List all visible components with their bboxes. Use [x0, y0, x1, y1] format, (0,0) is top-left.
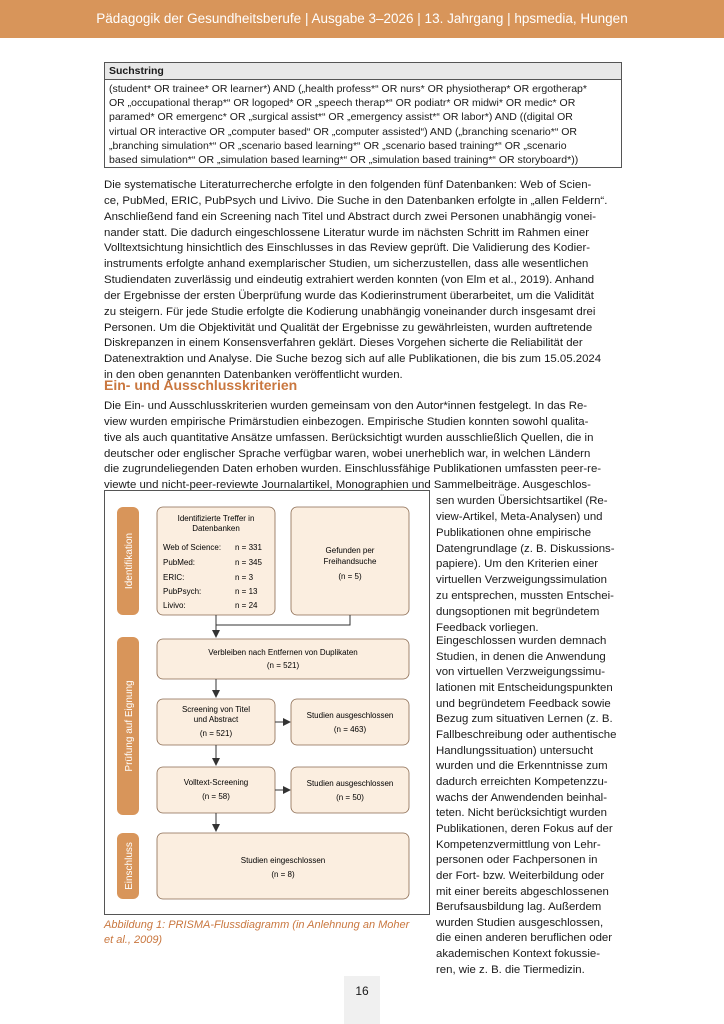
- prisma-box-fulltext-shape: [157, 767, 275, 813]
- database-label: Livivo:: [163, 601, 186, 610]
- text-line: Volltextsichtung hinsichtlich des Einschlusses in das Review geprüft. Die Validierung des Kodier-: [104, 242, 591, 255]
- text-line: Publikationen ohne empirische: [436, 526, 592, 539]
- text-line: mit einer bereits abgeschlossenen: [436, 885, 609, 898]
- figure-caption: [104, 918, 434, 948]
- paragraph-literature-search: [104, 178, 620, 384]
- text-line: ce, PubMed, ERIC, PubPsych und Livivo. Die Suche in den Datenbanken erfolgte in „allen Feldern“.: [104, 194, 608, 207]
- figure-caption-line: Abbildung 1: PRISMA-Flussdiagramm (in Anlehnung an Moher: [104, 919, 410, 931]
- text-line: dungsoptionen mit begründetem: [436, 605, 600, 618]
- database-count: n = 13: [235, 587, 258, 596]
- paragraph-exclusion: [436, 494, 620, 637]
- text-line: Personen. Um die Objektivität und Qualität der Ergebnisse zu gewährleisten, wurden auftretende: [104, 321, 593, 334]
- figure-caption-line: et al., 2009): [104, 934, 163, 946]
- prisma-box-excluded-1: [291, 699, 409, 745]
- text-line: Die Ein- und Ausschlusskriterien wurden gemeinsam von den Autor*innen festgelegt. In das Re-: [104, 400, 588, 412]
- text-line: Anschließend fand ein Screening nach Titel und Abstract durch zwei Personen unabhängig vonei-: [104, 210, 597, 223]
- text-line: Datengrundlage (z. B. Diskussions-: [436, 542, 615, 555]
- text-line: wurden Studien ausgeschlossen,: [436, 916, 604, 929]
- text-line: wurden und die Erkenntnisse zum: [436, 760, 608, 773]
- prisma-flow-diagram: [105, 491, 429, 914]
- search-string-line: virtual OR interactive OR „computer based“ OR „computer assisted“) AND („branching scenario*“ OR: [109, 125, 577, 138]
- text-line: Studien, in denen die Anwendung: [436, 650, 606, 663]
- text-line: sen wurden Übersichtsartikel (Re-: [436, 495, 608, 507]
- search-string-heading: Suchstring: [105, 63, 621, 80]
- free-search-line1: Gefunden per: [325, 546, 375, 555]
- journal-header-title: Pädagogik der Gesundheitsberufe | Ausgabe 3–2026 | 13. Jahrgang | hpsmedia, Hungen: [96, 11, 628, 26]
- text-line: wachs der Anwendenden beinhal-: [436, 791, 607, 804]
- text-line: tive als auch quantitative Ansätze umfassen. Berücksichtigt wurden ausschließlich Quellen, die in: [104, 431, 594, 444]
- text-line: nander statt. Die dadurch eingeschlossene Literatur wurde im nächsten Schritt im Rahmen einer: [104, 226, 589, 239]
- prisma-box-excluded-2-shape: [291, 767, 409, 813]
- excluded-2-count: (n = 50): [336, 793, 364, 802]
- databases-title-line2: Datenbanken: [192, 524, 240, 533]
- excluded-1-count: (n = 463): [333, 725, 367, 734]
- prisma-box-excluded-2: [291, 767, 409, 813]
- text-line: Studiendaten zuverlässig und eindeutig extrahiert werden konnten (von Elm et al., 2019). Anhand: [104, 274, 595, 287]
- text-line: Fallbeschreibung oder authentische: [436, 728, 617, 741]
- page-number: 16: [355, 984, 369, 998]
- text-line: Datenextraktion und Analyse. Die Suche bezog sich auf alle Publikationen, die bis zum 15.05.2024: [104, 353, 602, 366]
- text-line: personen oder Fachpersonen in: [436, 854, 598, 867]
- database-count: n = 345: [235, 558, 262, 567]
- fulltext-count: (n = 58): [202, 792, 230, 801]
- search-string-line: (student* OR trainee* OR learner*) AND („health profess*“ OR nurs* OR physiotherap* OR ergotherap*: [109, 83, 587, 95]
- prisma-box-deduplicated-shape: [157, 639, 409, 679]
- database-label: ERIC:: [163, 573, 185, 582]
- dedup-count: (n = 521): [266, 661, 300, 670]
- merge-connector: [216, 615, 350, 625]
- prisma-figure: [104, 490, 430, 915]
- prisma-box-deduplicated: [157, 639, 409, 679]
- text-line: Kompetenzvermittlung von Lehr-: [436, 838, 601, 851]
- phase-label-screening: Prüfung auf Eignung: [124, 680, 135, 772]
- phase-label-included: Einschluss: [124, 842, 135, 890]
- search-string-line: OR „occupational therap*“ OR logoped* OR „speech therap*“ OR podiatr* OR midwi* OR medic* OR: [109, 97, 576, 110]
- section-heading-criteria: Ein- und Ausschlusskriterien: [104, 377, 298, 393]
- phase-label-identification: Identifikation: [124, 532, 135, 590]
- excluded-2-label: Studien ausgeschlossen: [306, 779, 394, 788]
- prisma-box-included-shape: [157, 833, 409, 899]
- text-line: Eingeschlossen wurden demnach: [436, 635, 607, 647]
- text-line: Diskrepanzen in einem Konsensverfahren geklärt. Dieses Vorgehen sicherte die Reliabilität der: [104, 337, 583, 350]
- search-string-table: [104, 62, 622, 168]
- database-label: PubPsych:: [163, 587, 202, 596]
- free-search-line2: Freihandsuche: [323, 557, 377, 566]
- journal-header: [0, 0, 724, 38]
- text-line: viewte und nicht-peer-reviewte Journalartikel, Monographien und Sammelbeiträge. Ausgeschlos-: [104, 479, 591, 492]
- text-line: papiere). Um den Kriterien einer: [436, 558, 599, 571]
- search-string-line: „branching simulation*“ OR „scenario based learning*“ OR „scenario based training*“ OR „scenario: [109, 139, 567, 152]
- included-label: Studien eingeschlossen: [240, 856, 326, 865]
- text-line: lationen mit Entscheidungspunkten: [436, 681, 613, 694]
- prisma-box-databases: [157, 507, 275, 615]
- database-count: n = 3: [235, 573, 254, 582]
- text-line: die zugrundeliegenden Daten erhoben wurden. Einschlussfähige Publikationen umfassten peer-re-: [104, 463, 602, 476]
- dedup-label: Verbleiben nach Entfernen von Duplikaten: [208, 648, 358, 657]
- paragraph-criteria: [104, 399, 620, 494]
- free-search-count: (n = 5): [338, 572, 362, 581]
- excluded-1-label: Studien ausgeschlossen: [306, 711, 394, 720]
- prisma-box-screening: [157, 699, 275, 745]
- prisma-box-fulltext: [157, 767, 275, 813]
- screening-line2: und Abstract: [193, 715, 239, 724]
- databases-title-line1: Identifizierte Treffer in: [177, 514, 255, 523]
- search-string-body: [105, 80, 621, 169]
- database-count: n = 331: [235, 543, 262, 552]
- text-line: dadurch erreichten Kompetenzzu-: [436, 775, 608, 788]
- text-line: deutscher oder englischer Sprache verfügbar waren, wobei unerheblich war, in welchen Ländern: [104, 447, 591, 460]
- prisma-box-included: [157, 833, 409, 899]
- database-label: PubMed:: [163, 558, 196, 567]
- text-line: der Ergebnisse der ersten Überprüfung wurde das Kodierinstrument überarbeitet, um die Validität: [104, 289, 594, 302]
- text-line: Handlungssituation) untersucht: [436, 744, 594, 757]
- text-line: Berufsausbildung lag. Außerdem: [436, 901, 602, 914]
- screening-count: (n = 521): [199, 729, 233, 738]
- text-line: in den oben genannten Datenbanken veröffentlicht wurden.: [104, 369, 403, 382]
- phase-screening: [117, 637, 139, 815]
- text-line: der Fort- bzw. Weiterbildung oder: [436, 869, 605, 882]
- text-line: view wurden empirische Primärstudien einbezogen. Empirische Studien konnten sowohl qualita-: [104, 415, 589, 428]
- prisma-box-free-search: [291, 507, 409, 615]
- text-line: virtuellen Verzweigungssimulation: [436, 574, 607, 587]
- paragraph-inclusion: [436, 634, 620, 978]
- text-line: zu steigern. Für jede Studie erfolgte die Kodierung unabhängig voneinander durch insgesamt drei: [104, 305, 596, 318]
- text-line: von virtuellen Verzweigungssimu-: [436, 666, 606, 679]
- text-line: akademischen Kontext fokussie-: [436, 948, 600, 961]
- text-line: instruments erfolgte anhand exemplarischer Studien, um sicherzustellen, dass alle wesentlichen: [104, 258, 589, 271]
- included-count: (n = 8): [271, 870, 295, 879]
- phase-identification: [117, 507, 139, 615]
- search-string-line: paramed* OR emergenc* OR „surgical assist*“ OR „emergency assist*“ OR labor*) AND ((digital OR: [109, 111, 573, 124]
- text-line: Feedback vorliegen.: [436, 621, 539, 634]
- search-string-line: based simulation*“ OR „simulation based learning*“ OR „simulation based training*“ OR storyboard*)): [109, 154, 579, 167]
- screening-line1: Screening von Titel: [181, 705, 251, 714]
- text-line: und begründetem Feedback sowie: [436, 697, 611, 710]
- database-label: Web of Science:: [163, 543, 222, 552]
- text-line: Die systematische Literaturrecherche erfolgte in den folgenden fünf Datenbanken: Web of Scien-: [104, 179, 592, 191]
- text-line: Publikationen, deren Fokus auf der: [436, 822, 613, 835]
- text-line: view-Artikel, Meta-Analysen) und: [436, 510, 603, 523]
- phase-included: [117, 833, 139, 899]
- text-line: zu entsprechen, mussten Entschei-: [436, 590, 614, 603]
- text-line: teten. Nicht berücksichtigt wurden: [436, 807, 607, 820]
- text-line: die einen anderen beruflichen oder: [436, 932, 613, 945]
- text-line: ren, wie z. B. die Tiermedizin.: [436, 963, 585, 976]
- prisma-box-excluded-1-shape: [291, 699, 409, 745]
- fulltext-label: Volltext-Screening: [183, 778, 249, 787]
- database-count: n = 24: [235, 601, 258, 610]
- text-line: Bezug zum situativen Lernen (z. B.: [436, 713, 613, 726]
